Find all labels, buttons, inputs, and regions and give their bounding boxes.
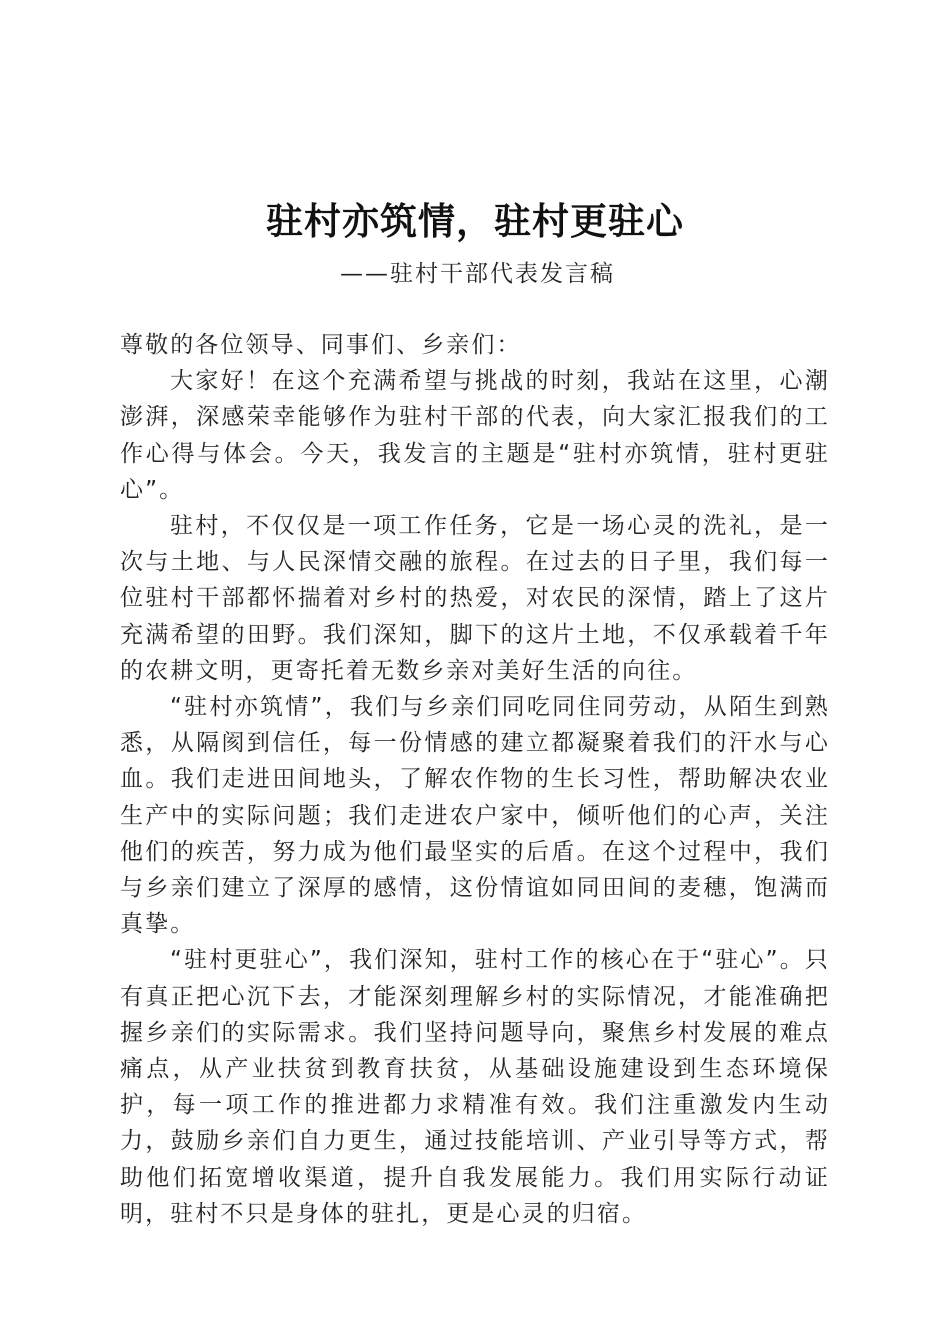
document-subtitle: ——驻村干部代表发言稿 <box>340 261 615 287</box>
document-title: 驻村亦筑情，驻村更驻心 <box>266 199 684 243</box>
salutation: 尊敬的各位领导、同事们、乡亲们： <box>120 332 522 358</box>
paragraph-building-bonds: “驻村亦筑情”，我们与乡亲们同吃同住同劳动，从陌生到熟悉，从隔阂到信任，每一份情感的建立都凝聚着我们的汗水与心血。我们走进田间地头，了解农作物的生长习性，帮助解决农业生产中的实际问题；我们走进农户家中，倾听他们的心声，关注他们的疾苦，努力成为他们最坚实的后盾。在这个过程中，我们与乡亲们建立了深厚的感情，这份情谊如同田间的麦穗，饱满而真挚。 <box>120 694 830 938</box>
paragraph-intro: 驻村，不仅仅是一项工作任务，它是一场心灵的洗礼，是一次与土地、与人民深情交融的旅程。在过去的日子里，我们每一位驻村干部都怀揣着对乡村的热爱，对农民的深情，踏上了这片充满希望的田野。我们深知，脚下的这片土地，不仅承载着千年的农耕文明，更寄托着无数乡亲对美好生活的向往。 <box>120 513 830 684</box>
paragraph-greeting: 大家好！在这个充满希望与挑战的时刻，我站在这里，心潮澎湃，深感荣幸能够作为驻村干部的代表，向大家汇报我们的工作心得与体会。今天，我发言的主题是“驻村亦筑情，驻村更驻心”。 <box>120 368 830 503</box>
paragraph-staying-heart: “驻村更驻心”，我们深知，驻村工作的核心在于“驻心”。只有真正把心沉下去，才能深刻理解乡村的实际情况，才能准确把握乡亲们的实际需求。我们坚持问题导向，聚焦乡村发展的难点痛点，从产业扶贫到教育扶贫，从基础设施建设到生态环境保护，每一项工作的推进都力求精准有效。我们注重激发内生动力，鼓励乡亲们自力更生，通过技能培训、产业引导等方式，帮助他们拓宽增收渠道，提升自我发展能力。我们用实际行动证明，驻村不只是身体的驻扎，更是心灵的归宿。 <box>120 947 830 1227</box>
document-body <box>120 327 830 1232</box>
